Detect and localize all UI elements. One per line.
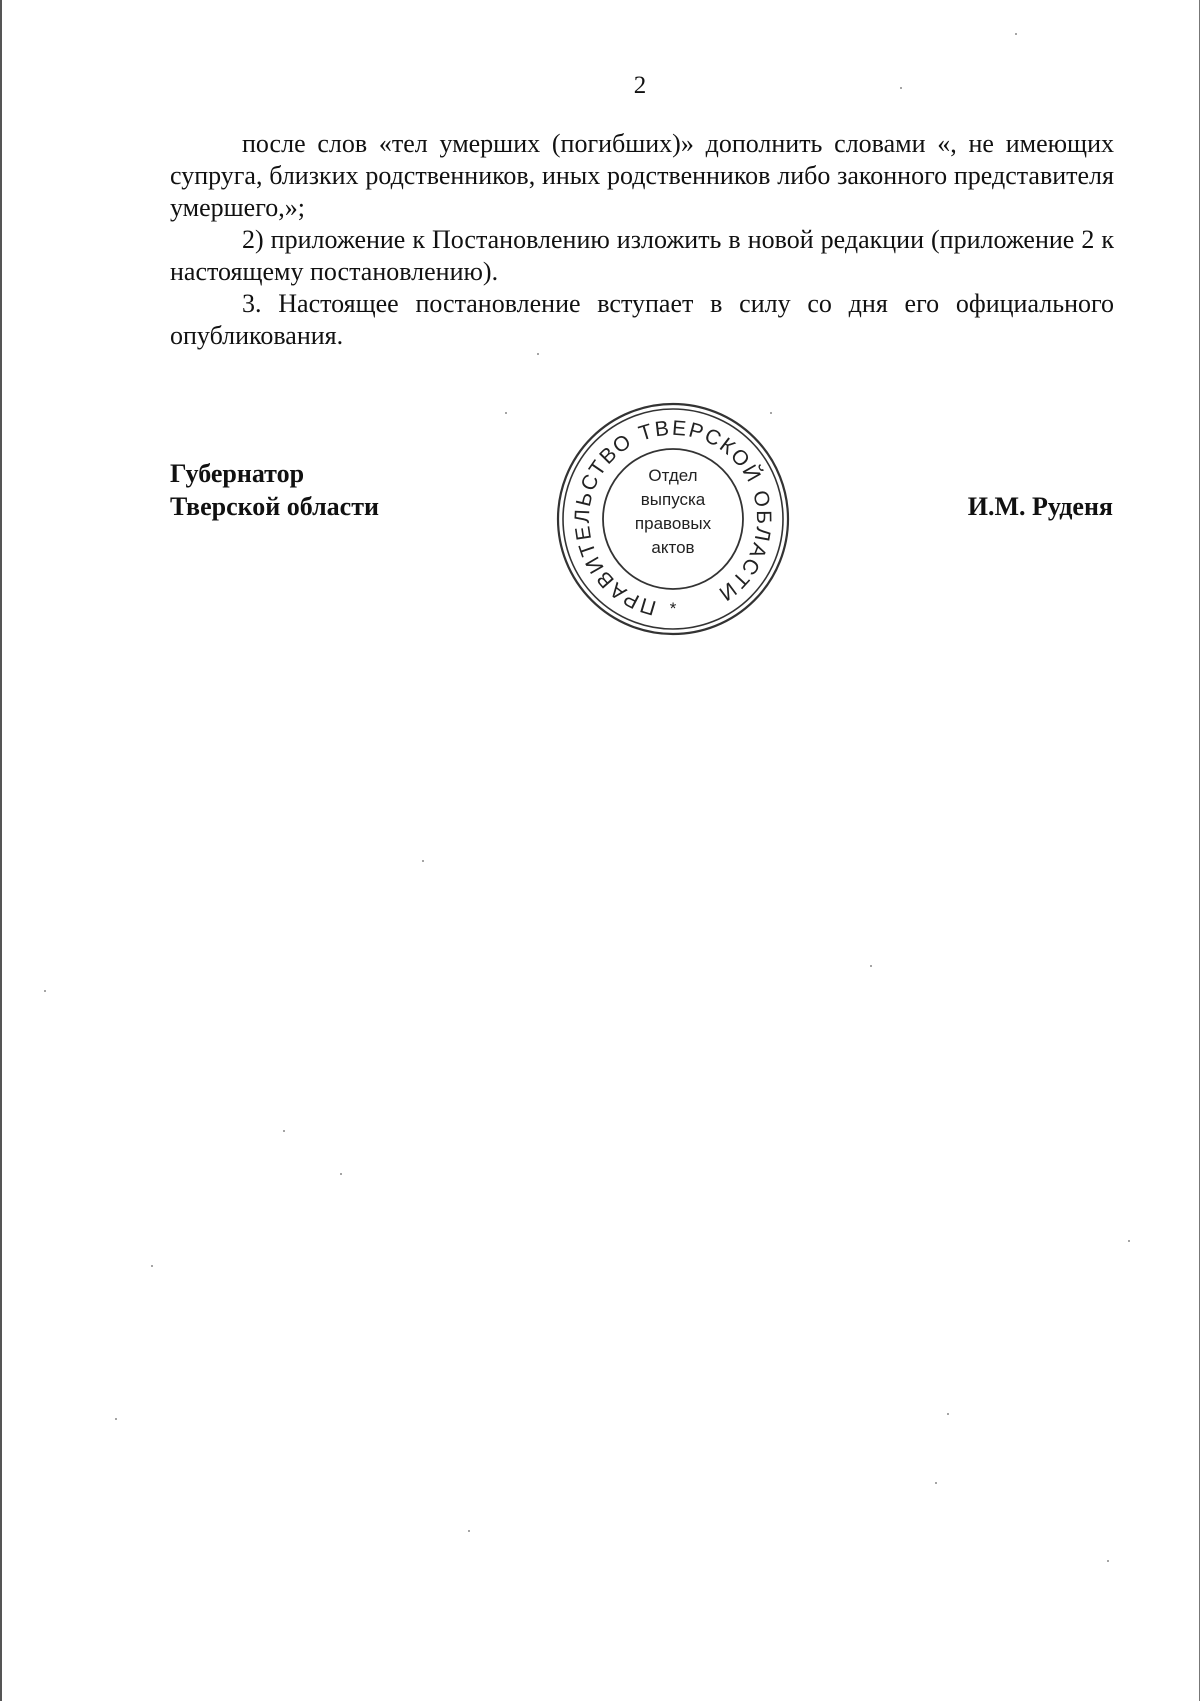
scan-speck [947,1413,949,1415]
scan-speck [340,1173,342,1175]
paragraph-item-2: 2) приложение к Постановлению изложить в новой редакции (приложение 2 к настоящему постановлению). [170,225,1114,286]
scan-speck [870,965,872,967]
scan-speck [422,860,424,862]
signatory-name: И.М. Руденя [967,492,1113,521]
scan-edge-left [0,0,2,1701]
signatory-position-line-2: Тверской области [170,492,379,521]
scan-speck [1107,1560,1109,1562]
page-number: 2 [633,72,647,99]
scan-speck [537,353,539,355]
scan-speck [44,990,46,992]
scan-speck [115,1418,117,1420]
seal-star-mark: * [669,599,677,618]
official-seal-stamp [553,399,793,639]
scan-speck [1015,33,1017,35]
scan-speck [283,1130,285,1132]
seal-center-line-3: правовых [634,514,712,533]
scan-speck [900,87,902,89]
signatory-position [170,457,379,523]
scan-speck [770,412,772,414]
scan-speck [505,412,507,414]
scan-speck [935,1482,937,1484]
scan-speck [151,1265,153,1267]
seal-ring-text: ПРАВИТЕЛЬСТВО ТВЕРСКОЙ ОБЛАСТИ [570,416,776,620]
signatory-position-line-1: Губернатор [170,459,305,488]
scan-speck [468,1530,470,1532]
seal-center-line-2: выпуска [640,490,706,509]
scan-speck [1128,1240,1130,1242]
seal-center-line-4: актов [651,538,695,557]
document-body [170,128,1114,352]
seal-graphic [553,399,793,639]
paragraph-continuation: после слов «тел умерших (погибших)» дополнить словами «, не имеющих супруга, близких родственников, иных родственников либо законного представителя умершего,»; [170,129,1114,222]
paragraph-item-3: 3. Настоящее постановление вступает в силу со дня его официального опубликования. [170,289,1114,350]
seal-center-line-1: Отдел [648,466,698,485]
